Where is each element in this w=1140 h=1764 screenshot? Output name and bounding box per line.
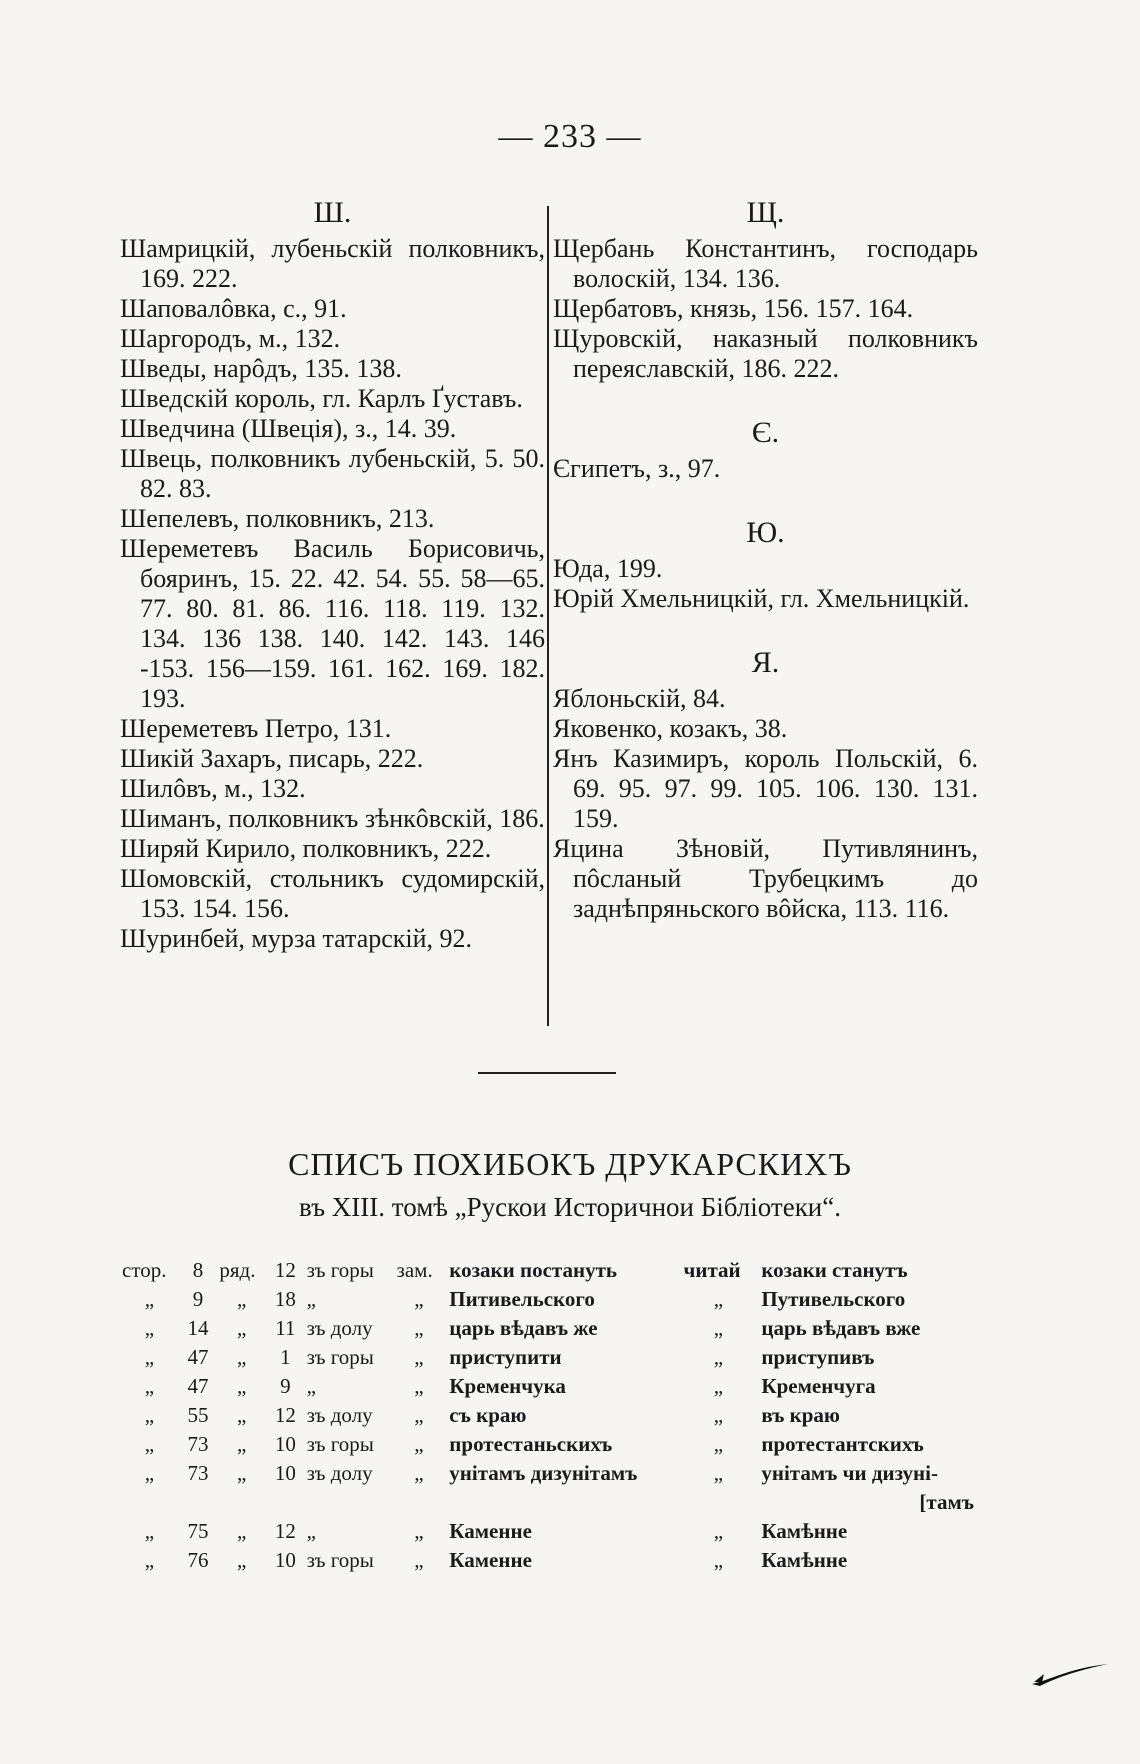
errata-wrong: царь вѣдавъ же — [449, 1316, 598, 1340]
errata-continuation: [тамъ — [919, 1490, 974, 1514]
errata-dir: зъ долу — [306, 1316, 373, 1340]
errata-ditto-mark: „ — [144, 1548, 155, 1572]
index-entry: Шиманъ, полковникъ зѣнкôвскій, 186. — [120, 804, 545, 833]
index-entry: Ширяй Кирило, полковникъ, 222. — [120, 834, 492, 863]
errata-ditto-mark: „ — [237, 1432, 247, 1456]
errata-ditto-mark: „ — [144, 1432, 155, 1456]
errata-page: 47 — [187, 1374, 209, 1398]
errata-page: 73 — [187, 1461, 209, 1485]
errata-ditto-mark: „ — [144, 1519, 155, 1543]
index-entry: Шаповалôвка, с., 91. — [120, 294, 347, 323]
errata-wrong: Питивельского — [449, 1287, 595, 1311]
errata-ditto-mark: „ — [414, 1345, 424, 1369]
errata-ditto-mark: „ — [414, 1432, 424, 1456]
errata-right: царь вѣдавъ вже — [761, 1316, 921, 1340]
errata-chytai: читай — [683, 1258, 741, 1282]
errata-right: Камѣнне — [761, 1548, 848, 1572]
errata-row — [118, 1546, 978, 1575]
index-entry: Шереметевъ Петро, 131. — [120, 714, 392, 743]
errata-page: 75 — [187, 1519, 209, 1543]
errata-row — [118, 1459, 978, 1488]
errata-zam: зам. — [396, 1258, 433, 1282]
errata-ditto-mark: „ — [144, 1403, 155, 1427]
errata-page: 47 — [187, 1345, 209, 1369]
index-entry: Шуринбей, мурза татарскій, 92. — [120, 924, 473, 953]
errata-dir: зъ горы — [306, 1548, 374, 1572]
errata-row — [118, 1430, 978, 1459]
errata-ditto-mark: „ — [237, 1519, 247, 1543]
errata-right: унітамъ чи дизуні- — [761, 1461, 938, 1485]
errata-ditto-mark: „ — [414, 1287, 424, 1311]
errata-wrong: Кременчука — [449, 1374, 566, 1398]
index-entry: Шведскій король, гл. Карлъ Ґуставъ. — [120, 384, 523, 413]
errata-wrong: протестаньскихъ — [449, 1432, 613, 1456]
index-entry: Яблоньскій, 84. — [553, 684, 726, 713]
errata-ditto-mark: „ — [144, 1316, 155, 1340]
errata-header-row — [118, 1256, 978, 1285]
errata-dir: зъ горы — [306, 1432, 374, 1456]
errata-subtitle: въ XIII. томѣ „Рускои Историчнои Бібліотеки“. — [299, 1192, 841, 1222]
errata-ditto-mark: „ — [237, 1403, 247, 1427]
errata-wrong: Каменне — [449, 1519, 532, 1543]
index-entry: Шилôвъ, м., 132. — [120, 774, 306, 803]
errata-line: 12 — [274, 1403, 296, 1427]
errata-dir: „ — [306, 1374, 316, 1398]
errata-ditto-mark: „ — [237, 1548, 247, 1572]
index-entry: Щербань Константинъ, господарь волоскій, 134. 136. — [553, 234, 978, 293]
errata-ryad: ряд. — [219, 1258, 256, 1282]
index-entry: Щербатовъ, князь, 156. 157. 164. — [553, 294, 914, 323]
errata-ditto-mark: „ — [713, 1374, 724, 1398]
errata-line: 10 — [274, 1432, 296, 1456]
errata-line: 12 — [274, 1519, 296, 1543]
errata-page: 55 — [187, 1403, 209, 1427]
errata-ditto-mark: „ — [144, 1461, 155, 1485]
section-letter-ya: Я. — [751, 646, 780, 679]
errata-line: 9 — [280, 1374, 291, 1398]
errata-table — [118, 1256, 978, 1575]
errata-page: 9 — [192, 1287, 204, 1311]
section-rule — [478, 1072, 616, 1074]
errata-ditto-mark: „ — [414, 1548, 424, 1572]
errata-right: Путивельского — [761, 1287, 906, 1311]
errata-ditto-mark: „ — [713, 1461, 724, 1485]
errata-stor: стор. — [122, 1258, 167, 1282]
section-letter-shcha: Щ. — [746, 196, 785, 229]
errata-ditto-mark: „ — [713, 1519, 724, 1543]
errata-row — [118, 1372, 978, 1401]
left-entries — [120, 234, 545, 954]
errata-right: козаки станутъ — [761, 1258, 908, 1282]
errata-right: Кременчуга — [761, 1374, 876, 1398]
index-entry: Шведы, нарôдъ, 135. 138. — [120, 354, 402, 383]
errata-dir: „ — [306, 1287, 316, 1311]
errata-row — [118, 1343, 978, 1372]
column-divider — [547, 206, 549, 1026]
errata-ditto-mark: „ — [414, 1461, 424, 1485]
errata-ditto-mark: „ — [713, 1403, 724, 1427]
errata-ditto-mark: „ — [237, 1345, 247, 1369]
errata-continuation-row — [118, 1488, 978, 1517]
index-entry: Юрій Хмельницкій, гл. Хмельницкій. — [553, 584, 970, 613]
errata-row — [118, 1401, 978, 1430]
errata-ditto-mark: „ — [713, 1432, 724, 1456]
errata-line: 10 — [274, 1548, 296, 1572]
left-column — [120, 192, 545, 954]
page-number: — 233 — — [498, 118, 642, 155]
index-entry: Шереметевъ Василь Борисовичь, бояринъ, 15. 22. 42. 54. 55. 58—65. 77. 80. 81. 86. 116. 118. 119. 132. 134. 136 138. 140. 142. 143. 146 -153. 156—159. 161. 162. 169. 182. 193. — [120, 534, 545, 713]
errata-dir: зъ долу — [306, 1403, 373, 1427]
errata-ditto-mark: „ — [144, 1287, 155, 1311]
errata-ditto-mark: „ — [237, 1374, 247, 1398]
right-column — [553, 192, 978, 924]
errata-row — [118, 1285, 978, 1314]
errata-ditto-mark: „ — [237, 1461, 247, 1485]
index-entry: Шамрицкій, лубеньскій полковникъ, 169. 222. — [120, 234, 545, 293]
errata-page: 76 — [187, 1548, 209, 1572]
errata-ditto-mark: „ — [414, 1374, 424, 1398]
errata-dir: „ — [306, 1519, 316, 1543]
errata-ditto-mark: „ — [237, 1287, 247, 1311]
errata-row — [118, 1314, 978, 1343]
index-entry: Шомовскій, стольникъ судомирскій, 153. 154. 156. — [120, 864, 545, 923]
errata-ditto-mark: „ — [414, 1316, 424, 1340]
errata-page: 8 — [192, 1258, 204, 1282]
index-entry: Шепелевъ, полковникъ, 213. — [120, 504, 435, 533]
errata-line: 12 — [274, 1258, 296, 1282]
errata-line: 11 — [275, 1316, 296, 1340]
errata-ditto-mark: „ — [414, 1403, 424, 1427]
index-entry: Шаргородъ, м., 132. — [120, 324, 341, 353]
errata-ditto-mark: „ — [713, 1548, 724, 1572]
errata-row — [118, 1517, 978, 1546]
errata-wrong: Каменне — [449, 1548, 532, 1572]
errata-ditto-mark: „ — [414, 1519, 424, 1543]
errata-right: протестантскихъ — [761, 1432, 924, 1456]
index-entry: Яковенко, козакъ, 38. — [553, 714, 788, 743]
errata-right: приступивъ — [761, 1345, 875, 1369]
index-entry: Шикій Захаръ, писарь, 222. — [120, 744, 424, 773]
errata-ditto-mark: „ — [237, 1316, 247, 1340]
errata-ditto-mark: „ — [713, 1316, 724, 1340]
errata-wrong: унітамъ дизунітамъ — [449, 1461, 638, 1485]
errata-right: въ краю — [761, 1403, 840, 1427]
errata-line: 1 — [280, 1345, 291, 1369]
index-entry: Щуровскій, наказный полковникъ переяславскій, 186. 222. — [553, 324, 978, 383]
errata-wrong: козаки постануть — [449, 1258, 618, 1282]
errata-wrong: съ краю — [449, 1403, 527, 1427]
errata-page: 73 — [187, 1432, 209, 1456]
index-entry: Янъ Казимиръ, король Польскій, 6. 69. 95. 97. 99. 105. 106. 130. 131. 159. — [553, 744, 978, 833]
section-letter-sha: Ш. — [313, 196, 352, 229]
index-entry: Єгипетъ, з., 97. — [553, 454, 721, 483]
section-letter-yu: Ю. — [746, 516, 785, 549]
errata-ditto-mark: „ — [713, 1345, 724, 1369]
index-entry: Яцина Зѣновій, Путивлянинъ, пôсланый Трубецкимъ до заднѣпряньского вôйска, 113. 116. — [553, 834, 978, 923]
index-entry: Юда, 199. — [553, 554, 663, 583]
index-entry: Шведчина (Швеція), з., 14. 39. — [120, 414, 457, 443]
errata-ditto-mark: „ — [144, 1374, 155, 1398]
errata-dir: зъ долу — [306, 1461, 373, 1485]
errata-dir: зъ горы — [306, 1258, 374, 1282]
errata-ditto-mark: „ — [713, 1287, 724, 1311]
errata-right: Камѣнне — [761, 1519, 848, 1543]
errata-line: 18 — [274, 1287, 296, 1311]
errata-dir: зъ горы — [306, 1345, 374, 1369]
errata-line: 10 — [274, 1461, 296, 1485]
printer-flourish-icon — [1030, 1660, 1110, 1688]
errata-ditto-mark: „ — [144, 1345, 155, 1369]
errata-page: 14 — [187, 1316, 209, 1340]
section-letter-ye: Є. — [751, 416, 780, 449]
errata-wrong: приступити — [449, 1345, 562, 1369]
index-entry: Швець, полковникъ лубеньскій, 5. 50. 82. 83. — [120, 444, 545, 503]
errata-title: СПИСЪ ПОХИБОКЪ ДРУКАРСКИХЪ — [288, 1146, 852, 1182]
